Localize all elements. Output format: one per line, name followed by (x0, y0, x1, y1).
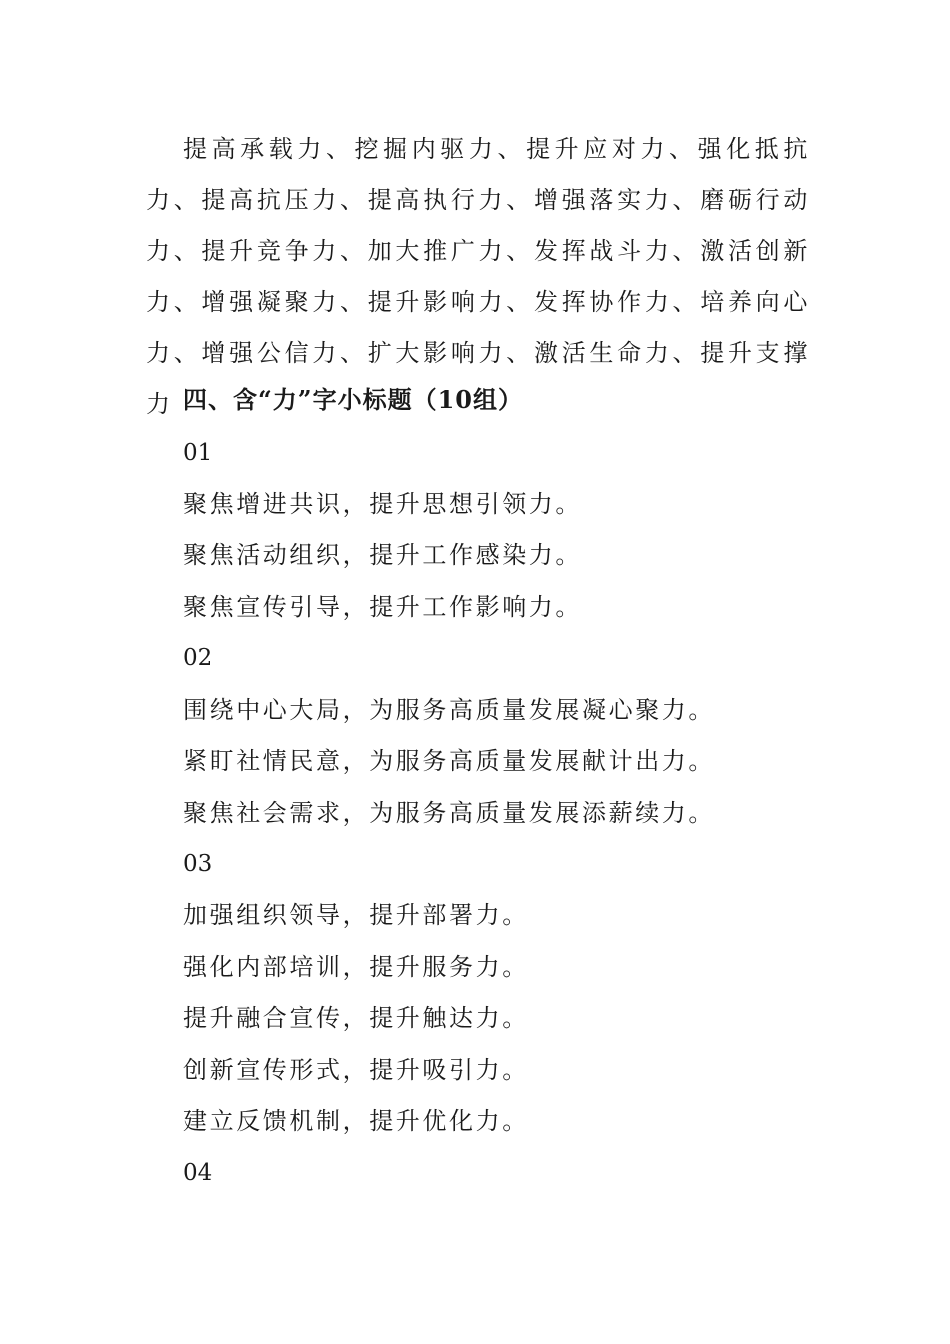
list-item: 提升融合宣传，提升触达力。 (183, 1004, 529, 1032)
list-item: 加强组织领导，提升部署力。 (183, 901, 529, 929)
list-item: 聚焦社会需求，为服务高质量发展添薪续力。 (183, 799, 715, 827)
list-item: 围绕中心大局，为服务高质量发展凝心聚力。 (183, 696, 715, 724)
list-item: 建立反馈机制，提升优化力。 (183, 1107, 529, 1135)
list-item: 创新宣传形式，提升吸引力。 (183, 1056, 529, 1084)
group-number: 02 (183, 645, 213, 671)
group-number: 01 (183, 440, 213, 466)
group-number: 03 (183, 851, 213, 877)
list-item: 紧盯社情民意，为服务高质量发展献计出力。 (183, 747, 715, 775)
group-number: 04 (183, 1160, 213, 1186)
list-item: 强化内部培训，提升服务力。 (183, 953, 529, 981)
list-item: 聚焦增进共识，提升思想引领力。 (183, 490, 582, 518)
intro-paragraph: 提高承载力、挖掘内驱力、提升应对力、强化抵抗力、提高抗压力、提高执行力、增强落实力、磨砺行动力、提升竞争力、加大推广力、发挥战斗力、激活创新力、增强凝聚力、提升影响力、发挥协作力、培养向心力、增强公信力、扩大影响力、激活生命力、提升支撑力 (146, 135, 810, 418)
list-item: 聚焦宣传引导，提升工作影响力。 (183, 593, 582, 621)
section-heading: 四、含“力”字小标题（10组） (183, 385, 524, 414)
list-item: 聚焦活动组织，提升工作感染力。 (183, 541, 582, 569)
